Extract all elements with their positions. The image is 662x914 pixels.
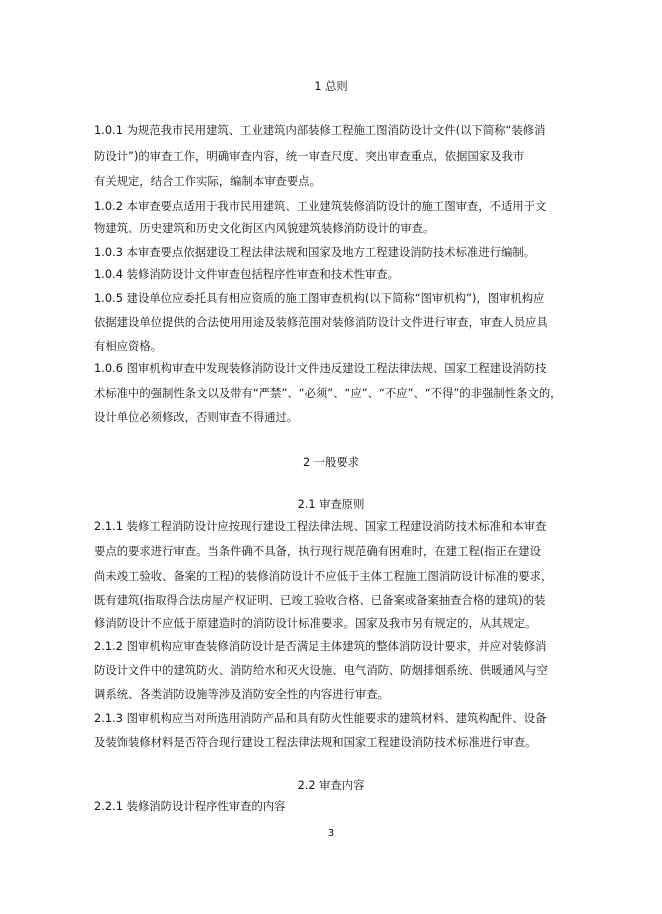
section-heading-1: 1 总则	[314, 80, 348, 93]
paragraph-line: 2.2.1 装修消防设计程序性审查的内容	[94, 800, 286, 813]
paragraph-line: 调系统、各类消防设施等涉及消防安全性的内容进行审查。	[94, 688, 390, 701]
paragraph-line: 术标准中的强制性条文以及带有“严禁”、“必须”、“应”、“不应”、“不得”的非强制性条文的，	[94, 387, 562, 400]
paragraph-line: 2.1.1 装修工程消防设计应按现行建设工程法律法规、国家工程建设消防技术标准和本审查	[94, 520, 547, 533]
paragraph-line: 1.0.1 为规范我市民用建筑、工业建筑内部装修工程施工图消防设计文件(以下简称“装修消	[94, 124, 546, 137]
page-number: 3	[327, 828, 335, 839]
paragraph-line: 修消防设计不应低于原建造时的消防设计标准要求。国家及我市另有规定的，从其规定。	[94, 617, 537, 630]
paragraph-line: 有相应资格。	[94, 340, 163, 353]
paragraph-line: 物建筑、历史建筑和历史文化街区内风貌建筑装修消防设计的审查。	[94, 222, 435, 235]
paragraph-line: 要点的要求进行审查。当条件确不具备，执行现行规范确有困难时，在建工程(指正在建设	[94, 545, 541, 558]
paragraph-line: 既有建筑(指取得合法房屋产权证明、已竣工验收合格、已备案或备案抽查合格的建筑)的装	[94, 594, 546, 607]
paragraph-line: 2.1.2 图审机构应审查装修消防设计是否满足主体建筑的整体消防设计要求，并应对装修消	[94, 640, 547, 653]
paragraph-line: 1.0.3 本审查要点依据建设工程法律法规和国家及地方工程建设消防技术标准进行编制。	[94, 246, 536, 259]
paragraph-line: 1.0.6 图审机构审查中发现装修消防设计文件违反建设工程法律法规、国家工程建设消防技	[94, 362, 547, 375]
paragraph-line: 1.0.5 建设单位应委托具有相应资质的施工图审查机构(以下简称“图审机构”)，图审机构应	[94, 292, 545, 305]
paragraph-line: 2.1.3 图审机构应当对所选用消防产品和具有防火性能要求的建筑材料、建筑构配件、设备	[94, 712, 547, 725]
paragraph-line: 及装饰装修材料是否符合现行建设工程法律法规和国家工程建设消防技术标准进行审查。	[94, 736, 537, 749]
subsection-heading-2-2: 2.2 审查内容	[297, 779, 365, 792]
paragraph-line: 1.0.2 本审查要点适用于我市民用建筑、工业建筑装修消防设计的施工图审查，不适用于文	[94, 200, 547, 213]
paragraph-line: 依据建设单位提供的合法使用用途及装修范围对装修消防设计文件进行审查，审查人员应具	[94, 316, 548, 329]
paragraph-line: 设计单位必须修改，否则审查不得通过。	[94, 411, 299, 424]
section-heading-2: 2 一般要求	[303, 456, 359, 469]
paragraph-line: 有关规定，结合工作实际，编制本审查要点。	[94, 175, 321, 188]
paragraph-line: 防设计”)的审查工作，明确审查内容，统一审查尺度、突出审查重点，依据国家及我市	[94, 150, 525, 163]
subsection-heading-2-1: 2.1 审查原则	[297, 498, 365, 511]
paragraph-line: 1.0.4 装修消防设计文件审查包括程序性审查和技术性审查。	[94, 268, 399, 281]
paragraph-line: 尚未竣工验收、备案的工程)的装修消防设计不应低于主体工程施工图消防设计标准的要求，	[94, 570, 553, 583]
paragraph-line: 防设计文件中的建筑防火、消防给水和灭火设施、电气消防、防烟排烟系统、供暖通风与空	[94, 664, 548, 677]
